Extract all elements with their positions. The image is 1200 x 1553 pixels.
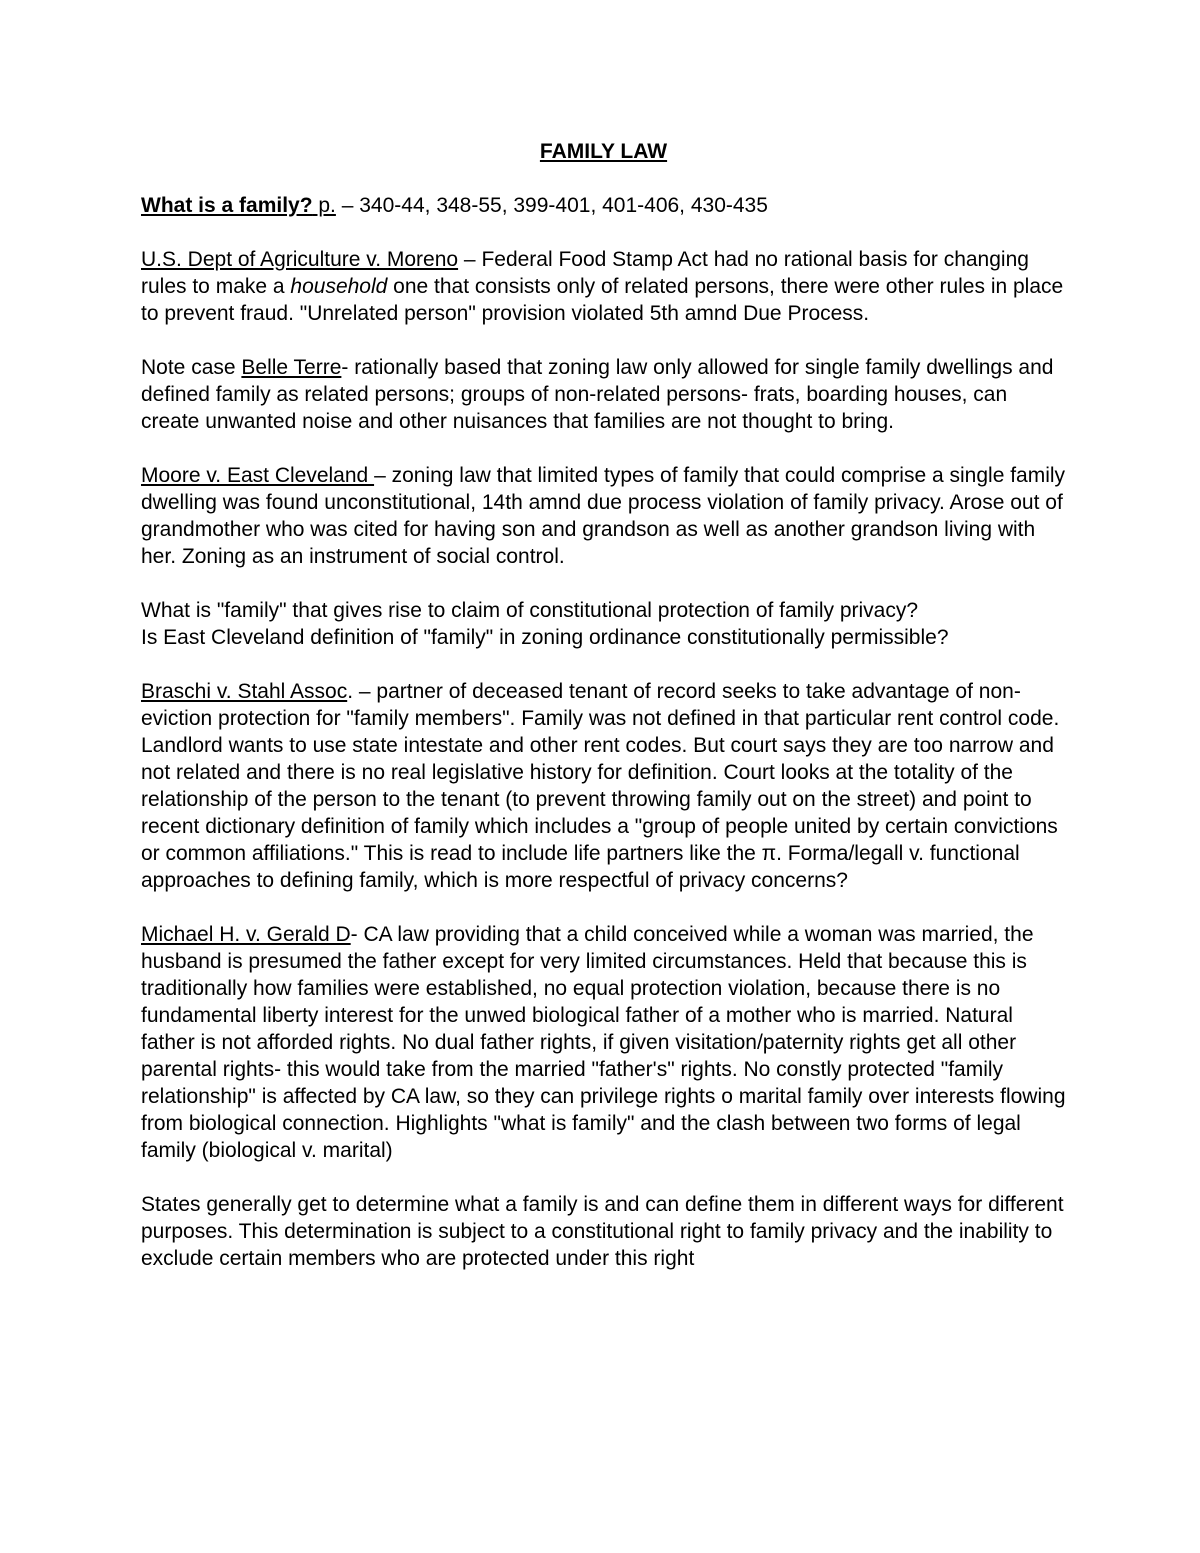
document-title: FAMILY LAW <box>539 140 668 163</box>
case-name-michael-h: Michael H. v. Gerald D <box>141 923 351 946</box>
document-page <box>141 138 1066 1299</box>
case-text-braschi: . – partner of deceased tenant of record seeks to take advantage of non-eviction protection for "family members". Family was not defined in that particular rent control code. Landlord wants to use state intestate and other rent codes. But court says they are too narrow and not related and there is no real legislative history for definition. Court looks at the totality of the relationship of the person to the tenant (to prevent throwing family out on the street) and point to recent dictionary definition of family which includes a "group of people united by certain convictions or common affiliations." This is read to include life partners like the π. Forma/legall v. functional approaches to defining family, which is more respectful of privacy concerns? <box>141 680 1060 892</box>
section-heading: What is a family? <box>141 194 313 217</box>
case-paragraph-moreno <box>141 246 1066 327</box>
case-paragraph-moore <box>141 462 1066 570</box>
conclusion-text: States generally get to determine what a family is and can define them in different ways for different purposes. This determination is subject to a constitutional right to family privacy and the inability to exclude certain members who are protected under this right <box>141 1193 1064 1270</box>
case-text-michael-h: - CA law providing that a child conceived while a woman was married, the husband is presumed the father except for very limited circumstances. Held that because this is traditionally how families were established, no equal protection violation, because there is no fundamental liberty interest for the unwed biological father of a mother who is married. Natural father is not afforded rights. No dual father rights, if given visitation/paternity rights get all other parental rights- this would take from the married "father's" rights. No constly protected "family relationship" is affected by CA law, so they can privilege rights o marital family over interests flowing from biological connection. Highlights "what is family" and the clash between two forms of legal family (biological v. marital) <box>141 923 1066 1162</box>
question-1: What is "family" that gives rise to claim of constitutional protection of family privacy? <box>141 599 919 622</box>
case-name-moore: Moore v. East Cleveland <box>141 464 375 487</box>
case-name-moreno: U.S. Dept of Agriculture v. Moreno <box>141 248 459 271</box>
question-2: Is East Cleveland definition of "family" in zoning ordinance constitutionally permissible? <box>141 626 949 649</box>
page-references: – 340-44, 348-55, 399-401, 401-406, 430-435 <box>335 194 768 217</box>
case-text-moreno-b: one that consists only of related persons, there were other rules in place to prevent fraud. "Unrelated person" provision violated 5th amnd Due Process. <box>141 275 1064 325</box>
case-text-moreno-italic: household <box>290 275 388 298</box>
case-text-belle-terre: - rationally based that zoning law only allowed for single family dwellings and defined family as related persons; groups of non-related persons- frats, boarding houses, can create unwanted noise and other nuisances that families are not thought to bring. <box>141 356 1054 433</box>
note-prefix: Note case <box>141 356 242 379</box>
case-text-moreno-a: – Federal Food Stamp Act had no rational basis for changing rules to make a <box>141 248 1029 298</box>
case-paragraph-michael-h <box>141 921 1066 1164</box>
case-paragraph-belle-terre <box>141 354 1066 435</box>
case-name-braschi: Braschi v. Stahl Assoc <box>141 680 348 703</box>
section-heading-line <box>141 192 1066 219</box>
conclusion-paragraph <box>141 1191 1066 1272</box>
page-prefix: p. <box>312 194 336 217</box>
case-name-belle-terre: Belle Terre <box>241 356 342 379</box>
questions-paragraph <box>141 597 1066 651</box>
case-text-moore: – zoning law that limited types of family that could comprise a single family dwelling was found unconstitutional, 14th amnd due process violation of family privacy. Arose out of grandmother who was cited for having son and grandson as well as another grandson living with her. Zoning as an instrument of social control. <box>141 464 1066 568</box>
case-paragraph-braschi <box>141 678 1066 894</box>
